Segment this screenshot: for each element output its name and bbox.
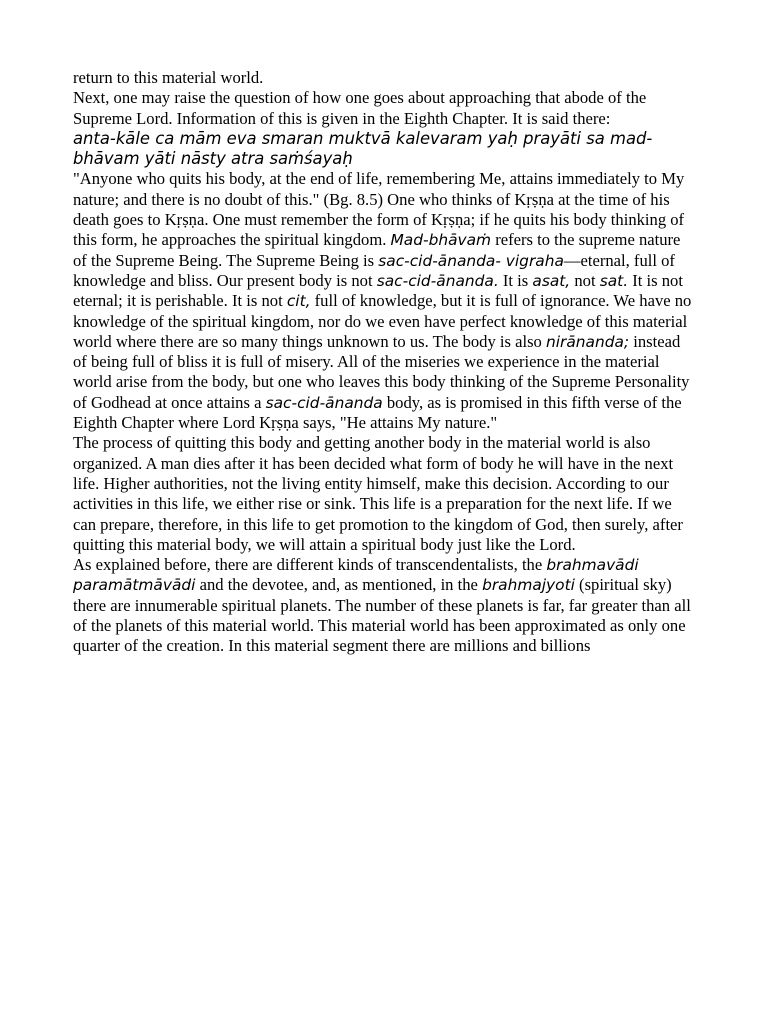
- text-run: body, as is promised in this fifth verse of the Eighth Chapter where Lord Kṛṣṇa says, "He attains My nature.": [73, 392, 682, 433]
- paragraph-abode-question: Next, one may raise the question of how one goes about approaching that abode of the Supreme Lord. Information of this is given in the Eighth Chapter. It is said there:: [73, 88, 647, 128]
- italic-term: cit,: [286, 292, 311, 311]
- italic-term: sac-cid-ānanda- vigraha: [378, 251, 564, 270]
- italic-term: sac-cid-ānanda: [265, 393, 383, 412]
- text-run: and the devotee, and, as mentioned, in the: [195, 575, 483, 595]
- page-text: [73, 68, 698, 657]
- italic-term: brahmajyoti: [482, 576, 575, 595]
- text-run: (spiritual sky) there are innumerable spiritual planets. The number of these planets is far, far greater than all of the planets of this material world. This material world has been approximated as only one quarter of the creation. In this material segment there are millions and billions: [73, 575, 691, 656]
- text-run: full of knowledge, but it is full of ignorance. We have no knowledge of the spiritual kingdom, nor do we even have perfect knowledge of this material world where there are so many things unknown to us. The body is also: [73, 291, 692, 351]
- text-run: As explained before, there are different kinds of transcendentalists, the: [73, 555, 547, 575]
- text-run: —eternal, full of knowledge and bliss. Our present body is not: [73, 250, 675, 290]
- paragraph-quitting-body: The process of quitting this body and getting another body in the material world is also organized. A man dies after it has been decided what form of body he will have in the next life. Higher authorities, not the living entity himself, make this decision. According to our activities in this life, we either rise or sink. This life is a preparation for the next life. If we can prepare, therefore, in this life to get promotion to the kingdom of God, then surely, after quitting this material body, we will attain a spiritual body just like the Lord.: [73, 433, 683, 554]
- text-run: not: [570, 270, 600, 290]
- italic-term: sat.: [599, 271, 629, 290]
- paragraph-continuation: return to this material world.: [73, 68, 264, 87]
- text-run: "Anyone who quits his body, at the end of life, remembering Me, attains immediately to My nature; and there is no doubt of this." (Bg. 8.5) One who thinks of Kṛṣṇa at the time of his death goes to Kṛṣṇa. One must remember the form of Kṛṣṇa; if he quits his body thinking of this form, he approaches the spiritual kingdom.: [73, 169, 685, 250]
- sanskrit-verse: anta-kāle ca mām eva smaran muktvā kalevaram yaḥ prayāti sa mad-bhāvam yāti nāsty atra saṁśayaḥ: [73, 128, 653, 169]
- italic-term: Mad-bhāvaṁ: [390, 231, 492, 250]
- paragraph-transcendentalists: [73, 555, 698, 656]
- italic-term: nirānanda;: [546, 332, 630, 351]
- italic-term: sac-cid-ānanda.: [376, 271, 499, 290]
- text-run: It is not eternal; it is perishable. It is not: [73, 270, 683, 311]
- text-run: instead of being full of bliss it is full of misery. All of the miseries we experience in the material world arise from the body, but one who leaves this body thinking of the Supreme Personality of Godhead at once attains a: [73, 331, 690, 412]
- text-run: refers to the supreme nature of the Supreme Being. The Supreme Being is: [73, 230, 681, 270]
- italic-term: brahmavādi paramātmāvādi: [73, 556, 639, 595]
- text-run: It is: [498, 270, 533, 290]
- paragraph-verse-translation: [73, 169, 698, 433]
- italic-term: asat,: [532, 271, 571, 290]
